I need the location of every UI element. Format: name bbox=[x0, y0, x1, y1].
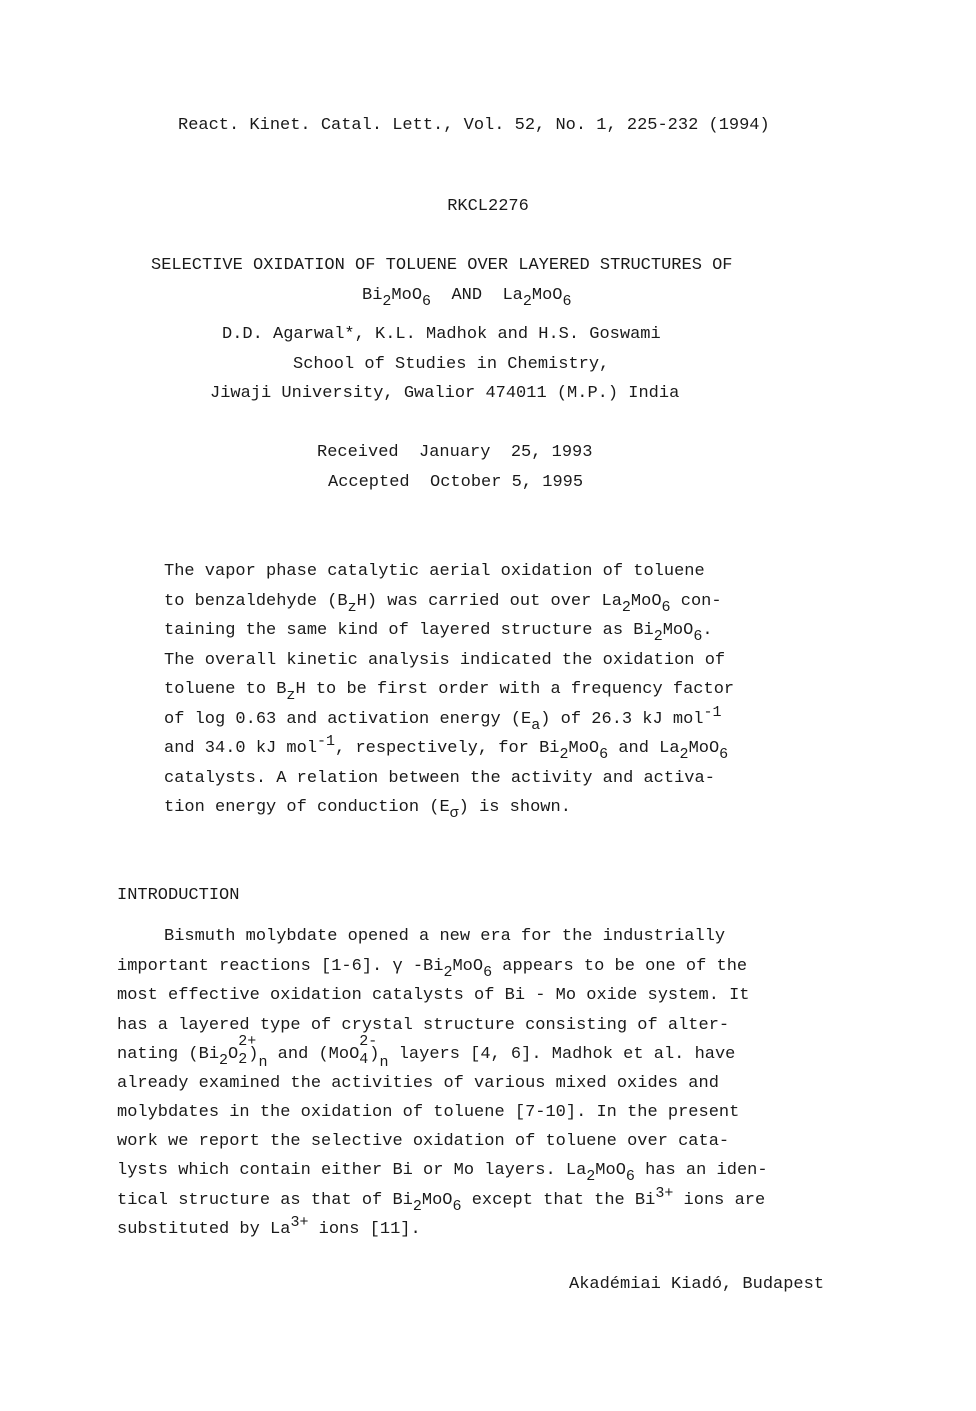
abstract-line: catalysts. A relation between the activity and activa- bbox=[164, 769, 715, 788]
abstract-line: The overall kinetic analysis indicated the oxidation of bbox=[164, 651, 726, 670]
author-names: D.D. Agarwal*, K.L. Madhok and H.S. Goswami bbox=[222, 325, 661, 344]
intro-line: tical structure as that of $Bi_2MoO_6$ except that the $Bi^{3+}$ ions are bbox=[117, 1185, 766, 1215]
section-heading-introduction: INTRODUCTION bbox=[117, 886, 240, 905]
abstract-line: taining the same kind of layered structure as $Bi_2MoO_6$. bbox=[164, 621, 713, 645]
compound-la2moo6: $La_2MoO_6$ bbox=[502, 286, 572, 310]
intro-line: nating ($Bi_2O$ 2+ 2 )$_n$ and (MoO 2- 4 )$_n$ layers [4, 6]. Madhok et al. have bbox=[117, 1033, 736, 1071]
received-date: Received January 25, 1993 bbox=[317, 443, 593, 462]
abstract-line: tion energy of conduction $(E_\sigma)$ is shown. bbox=[164, 798, 571, 822]
intro-line: molybdates in the oxidation of toluene [7-10]. In the present bbox=[117, 1103, 740, 1122]
journal-citation: React. Kinet. Catal. Lett., Vol. 52, No. 1, 225-232 (1994) bbox=[178, 116, 770, 135]
intro-line: most effective oxidation catalysts of Bi - Mo oxide system. It bbox=[117, 986, 750, 1005]
publisher-footer: Akadémiai Kiadó, Budapest bbox=[569, 1275, 825, 1294]
intro-line: work we report the selective oxidation of toluene over cata- bbox=[117, 1132, 730, 1151]
intro-line: substituted by $La^{3+}$ ions [11]. bbox=[117, 1214, 421, 1239]
intro-line: already examined the activities of various mixed oxides and bbox=[117, 1074, 719, 1093]
author-affiliation: Jiwaji University, Gwalior 474011 (M.P.) India bbox=[210, 384, 680, 403]
abstract-line: toluene to $B_zH$ to be first order with a frequency factor bbox=[164, 680, 735, 704]
accepted-date: Accepted October 5, 1995 bbox=[328, 473, 584, 492]
paper-title-compounds: $Bi_2MoO_6$ AND $La_2MoO_6$ bbox=[362, 286, 572, 310]
abstract-line: of log 0.63 and activation energy $(E_a)$ of 26.3 kJ mol$^{-1}$ bbox=[164, 704, 722, 734]
intro-line: has a layered type of crystal structure consisting of alter- bbox=[117, 1016, 730, 1035]
article-code: RKCL2276 bbox=[447, 197, 529, 216]
intro-line: Bismuth molybdate opened a new era for the industrially bbox=[164, 927, 726, 946]
abstract-line: and 34.0 kJ mol$^{-1}$, respectively, for $Bi_2MoO_6$ and $La_2MoO_6$ bbox=[164, 733, 729, 763]
abstract-line: to benzaldehyde $(B_zH)$ was carried out over $La_2MoO_6$ con- bbox=[164, 592, 722, 616]
author-department: School of Studies in Chemistry, bbox=[293, 355, 610, 374]
intro-line: important reactions [1-6]. γ $-Bi_2MoO_6$ appears to be one of the bbox=[117, 957, 748, 981]
intro-line: lysts which contain either Bi or Mo layers. $La_2MoO_6$ has an iden- bbox=[117, 1161, 768, 1185]
compound-bi2moo6: $Bi_2MoO_6$ bbox=[362, 286, 432, 310]
paper-title: SELECTIVE OXIDATION OF TOLUENE OVER LAYERED STRUCTURES OF bbox=[151, 256, 733, 275]
abstract-line: The vapor phase catalytic aerial oxidation of toluene bbox=[164, 562, 705, 581]
